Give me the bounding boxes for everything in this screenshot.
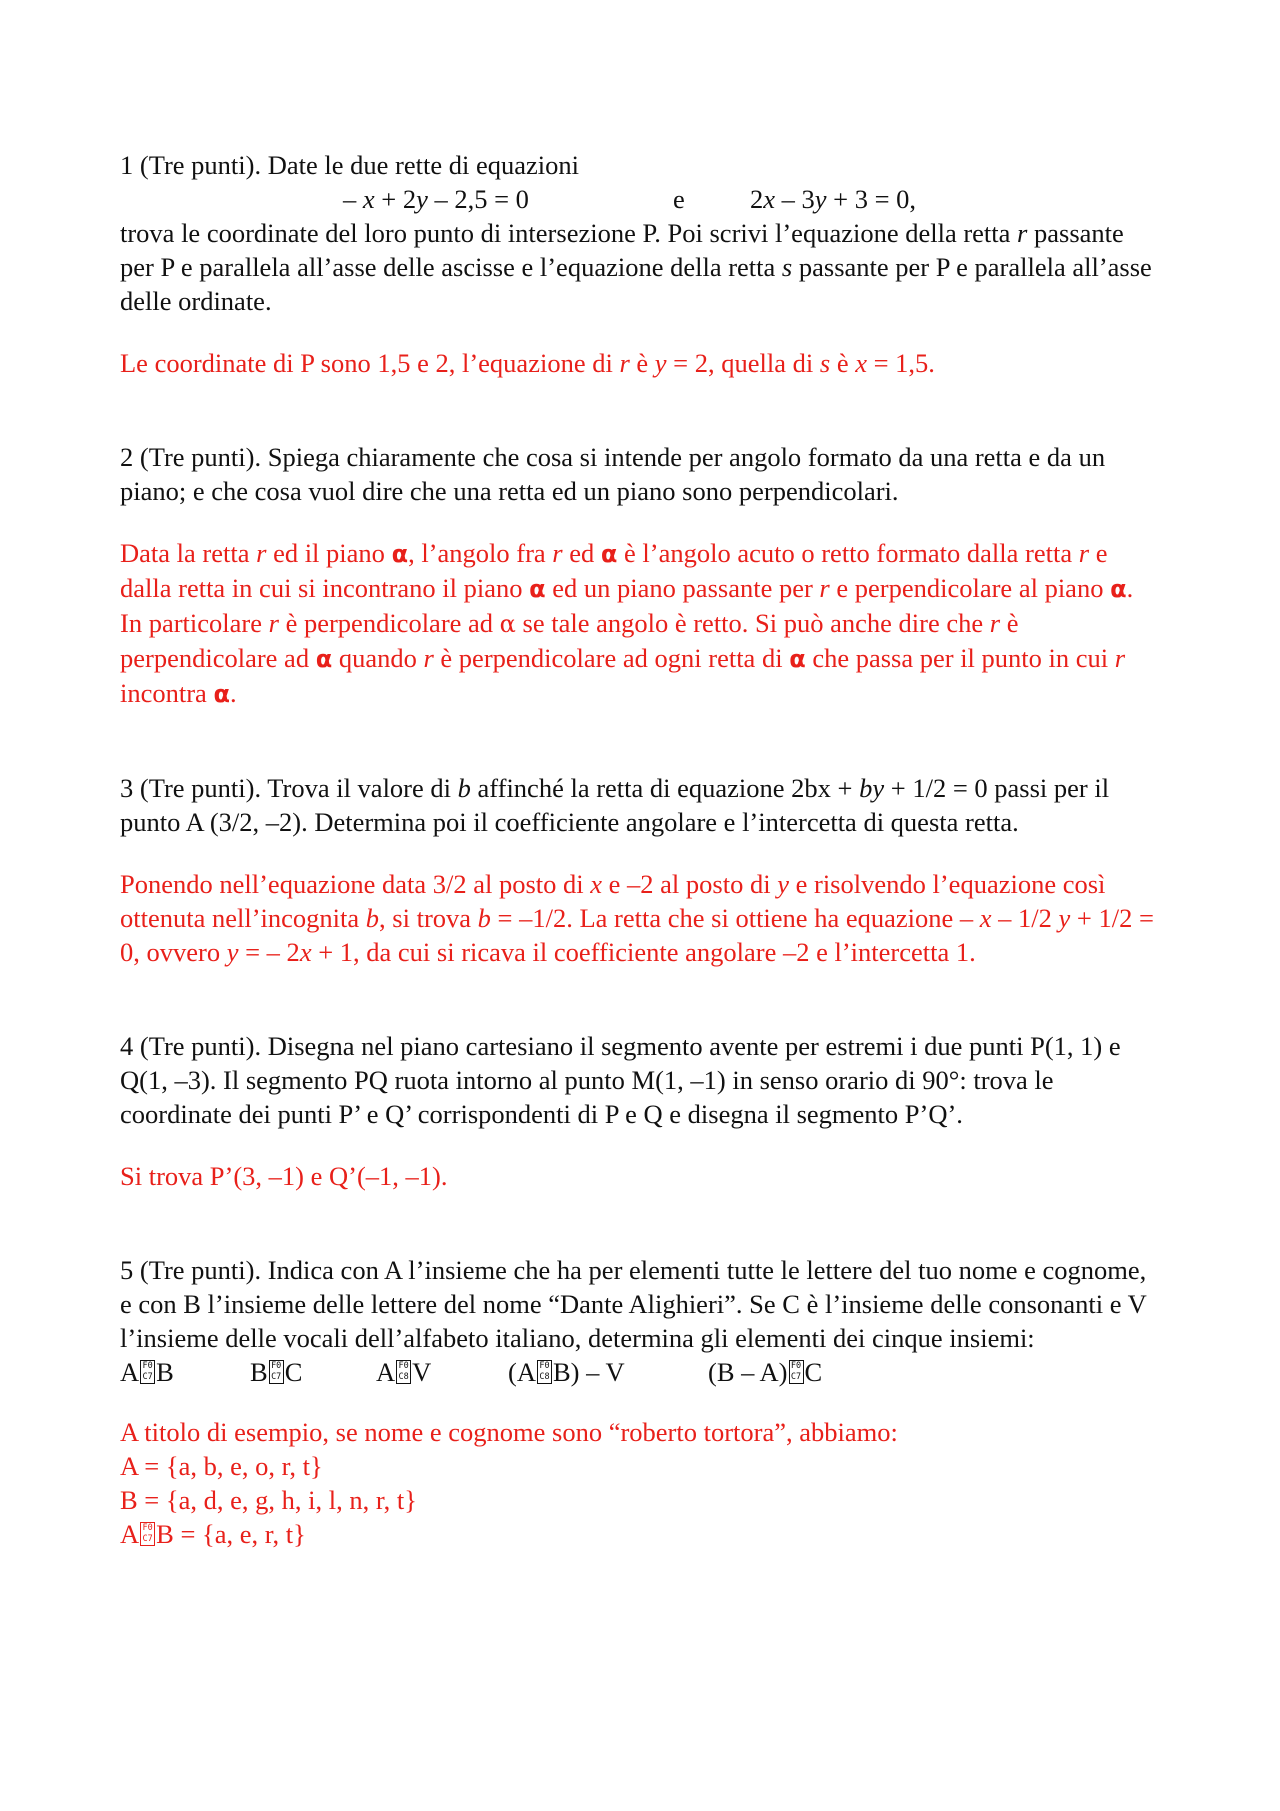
q5-answer-a-intersect-b (120, 1517, 1160, 1551)
q5-op-a-union-v (376, 1355, 431, 1389)
q5-op-a-union-b-minus-v (508, 1355, 625, 1389)
q5-answer-ab-right: B = {a, e, r, t} (156, 1519, 306, 1549)
q3-answer: Ponendo nell’equazione data 3/2 al posto di x e –2 al posto di y e risolvendo l’equazione così ottenuta nell’incognita b, si trova b = –1/2. La retta che si ottiene ha equazione – x – 1/2 y + 1/2 = 0, ovvero y = – 2x + 1, da cui si ricava il coefficiente angolare –2 e l’intercetta 1. (120, 869, 1154, 967)
q5-op2-right: C (284, 1357, 303, 1387)
q5-op-b-intersect-c (250, 1355, 302, 1389)
q1-eq1-rest: – 2,5 = 0 (427, 184, 529, 214)
q1-text: trova le coordinate del loro punto di intersezione P. Poi scrivi l’equazione della retta r passante per P e parallela all’asse delle ascisse e l’equazione della retta s passante per P e parallela all’asse delle ordinate. (120, 218, 1152, 316)
missing-glyph-icon: F0 C7 (269, 1360, 284, 1384)
q1-eq2-y: y (814, 184, 827, 214)
q5-text: 5 (Tre punti). Indica con A l’insieme che ha per elementi tutte le lettere del tuo nome e cognome, e con B l’insieme delle lettere del nome “Dante Alighieri”. Se C è l’insieme delle consonanti e V l’insieme delle vocali dell’alfabeto italiano, determina gli elementi dei cinque insiemi: (120, 1255, 1147, 1353)
q2-answer: Data la retta r ed il piano α, l’angolo fra r ed α è l’angolo acuto o retto formato dalla retta r e dalla retta in cui si incontrano il piano α ed un piano passante per r e perpendicolare al piano α. In particolare r è perpendicolare ad α se tale angolo è retto. Si può anche dire che r è perpendicolare ad α quando r è perpendicolare ad ogni retta di α che passa per il punto in cui r incontra α. (120, 538, 1134, 708)
q5-op-a-intersect-b (120, 1355, 174, 1389)
q5-op5-left: (B – A) (708, 1357, 788, 1387)
q1-eq2-rest: + 3 = 0, (826, 184, 917, 214)
q5-op1-right: B (156, 1357, 174, 1387)
missing-glyph-icon: F0 C7 (140, 1522, 155, 1546)
q3-text: 3 (Tre punti). Trova il valore di b affinché la retta di equazione 2bx + by + 1/2 = 0 passi per il punto A (3/2, –2). Determina poi il coefficiente angolare e l’intercetta di questa retta. (120, 773, 1110, 837)
q5-answer-set-b: B = {a, d, e, g, h, i, l, n, r, t} (120, 1485, 417, 1515)
q2-text: 2 (Tre punti). Spiega chiaramente che cosa si intende per angolo formato da una retta e da un piano; e che cosa vuol dire che una retta ed un piano sono perpendicolari. (120, 442, 1106, 506)
q1-eq1-x: x (362, 184, 375, 214)
q1-answer: Le coordinate di P sono 1,5 e 2, l’equazione di r è y = 2, quella di s è x = 1,5. (120, 348, 935, 378)
q1-equation-and: e (673, 184, 685, 214)
q1-equations (120, 182, 1160, 216)
q1-eq2-two: 2 (750, 184, 764, 214)
q1-eq1-y: y (416, 184, 428, 214)
missing-glyph-icon: F0 C8 (396, 1360, 411, 1384)
q5-op4-right: B) – V (552, 1357, 625, 1387)
q5-op4-left: (A (508, 1357, 536, 1387)
q1-equation-1 (343, 182, 529, 216)
q1-eq2-x: x (763, 184, 776, 214)
q1-eq1-plus: + 2 (374, 184, 417, 214)
q4-answer: Si trova P’(3, –1) e Q’(–1, –1). (120, 1161, 448, 1191)
q5-answer-ab-left: A (120, 1519, 140, 1549)
q5-op-b-minus-a-intersect-c (708, 1355, 822, 1389)
q5-answer-set-a: A = {a, b, e, o, r, t} (120, 1451, 323, 1481)
q5-set-operations (120, 1355, 1160, 1393)
q1-equation-2 (750, 182, 916, 216)
q1-intro: 1 (Tre punti). Date le due rette di equazioni (120, 150, 579, 180)
q1-eq1-minus: – (343, 184, 363, 214)
q1-eq2-minus: – 3 (775, 184, 815, 214)
missing-glyph-icon: F0 C8 (537, 1360, 552, 1384)
q5-op1-left: A (120, 1357, 140, 1387)
missing-glyph-icon: F0 C7 (140, 1360, 155, 1384)
q4-text: 4 (Tre punti). Disegna nel piano cartesiano il segmento avente per estremi i due punti P(1, 1) e Q(1, –3). Il segmento PQ ruota intorno al punto M(1, –1) in senso orario di 90°: trova le coordinate dei punti P’ e Q’ corrispondenti di P e Q e disegna il segmento P’Q’. (120, 1031, 1121, 1129)
document-page (120, 148, 1160, 1551)
missing-glyph-icon: F0 C7 (789, 1360, 804, 1384)
q5-answer-intro: A titolo di esempio, se nome e cognome sono “roberto tortora”, abbiamo: (120, 1417, 898, 1447)
q5-op2-left: B (250, 1357, 268, 1387)
q5-op3-left: A (376, 1357, 396, 1387)
q5-op5-right: C (804, 1357, 823, 1387)
q5-op3-right: V (412, 1357, 432, 1387)
